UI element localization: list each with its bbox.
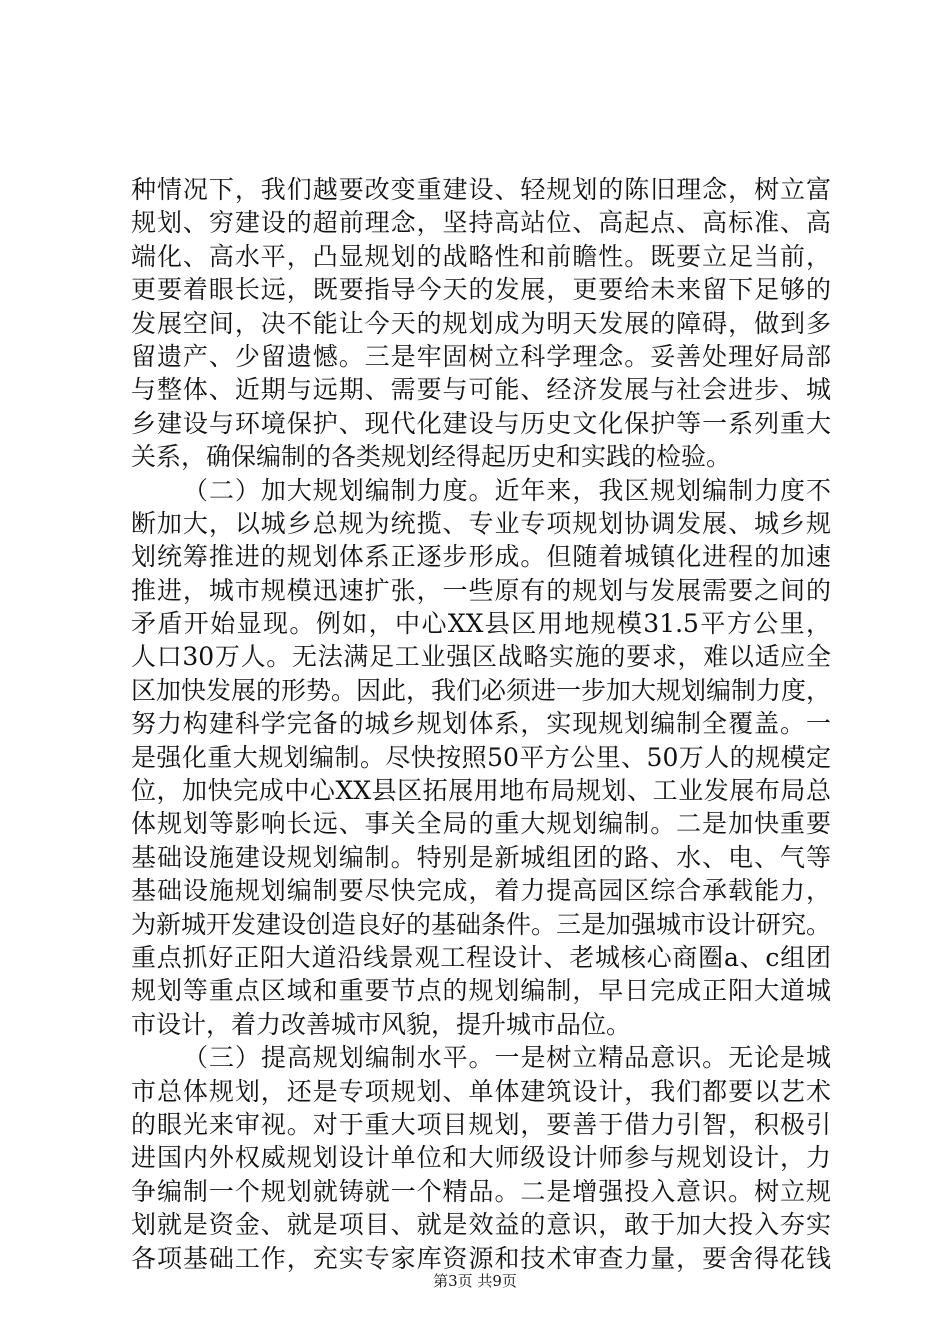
body-text [131,173,831,1275]
text-line: 乡建设与环境保护、现代化建设与历史文化保护等一系列重大 [131,408,831,438]
text-line: 是强化重大规划编制。尽快按照50平方公里、50万人的规模定 [131,742,831,772]
text-line: 争编制一个规划就铸就一个精品。二是增强投入意识。树立规 [131,1176,831,1206]
text-line: 位，加快完成中心XX县区拓展用地布局规划、工业发展布局总 [131,776,831,806]
text-line: 为新城开发建设创造良好的基础条件。三是加强城市设计研究。 [131,909,832,939]
text-line: 进国内外权威规划设计单位和大师级设计师参与规划设计，力 [131,1143,831,1173]
text-line: 划就是资金、就是项目、就是效益的意识，敢于加大投入夯实 [131,1210,831,1240]
text-line: 体规划等影响长远、事关全局的重大规划编制。二是加快重要 [131,809,831,839]
text-line: 区加快发展的形势。因此，我们必须进一步加大规划编制力度， [131,675,832,705]
text-line: 规划等重点区域和重要节点的规划编制，早日完成正阳大道城 [131,976,831,1006]
text-line: 矛盾开始显现。例如，中心XX县区用地规模31.5平方公里， [131,609,831,639]
text-line: 规划、穷建设的超前理念，坚持高站位、高起点、高标准、高 [131,208,831,238]
text-line: 基础设施规划编制要尽快完成，着力提高园区综合承载能力， [131,876,831,906]
text-line: 端化、高水平，凸显规划的战略性和前瞻性。既要立足当前， [131,241,831,271]
text-line: （二）加大规划编制力度。近年来，我区规划编制力度不 [183,475,831,505]
text-line: 更要着眼长远，既要指导今天的发展，更要给未来留下足够的 [131,275,831,305]
text-line: 留遗产、少留遗憾。三是牢固树立科学理念。妥善处理好局部 [131,341,831,371]
text-line: 努力构建科学完备的城乡规划体系，实现规划编制全覆盖。一 [131,709,831,739]
text-line: 发展空间，决不能让今天的规划成为明天发展的障碍，做到多 [131,308,831,338]
page-footer: 第3页 共9页 [433,1272,517,1290]
text-line: 种情况下，我们越要改变重建设、轻规划的陈旧理念，树立富 [131,175,831,204]
text-line: 市设计，着力改善城市风貌，提升城市品位。 [131,1009,632,1039]
text-line: 人口30万人。无法满足工业强区战略实施的要求，难以适应全 [131,642,831,672]
text-line: （三）提高规划编制水平。一是树立精品意识。无论是城 [183,1043,831,1073]
text-line: 的眼光来审视。对于重大项目规划，要善于借力引智，积极引 [131,1109,831,1139]
text-line: 重点抓好正阳大道沿线景观工程设计、老城核心商圈a、c组团 [131,942,831,972]
text-line: 与整体、近期与远期、需要与可能、经济发展与社会进步、城 [131,375,831,405]
text-line: 断加大，以城乡总规为统揽、专业专项规划协调发展、城乡规 [131,508,831,538]
text-line: 基础设施建设规划编制。特别是新城组团的路、水、电、气等 [131,842,831,872]
text-line: 关系，确保编制的各类规划经得起历史和实践的检验。 [131,442,732,472]
text-line: 划统筹推进的规划体系正逐步形成。但随着城镇化进程的加速 [131,542,831,572]
text-line: 市总体规划，还是专项规划、单体建筑设计，我们都要以艺术 [131,1076,831,1106]
text-line: 推进，城市规模迅速扩张，一些原有的规划与发展需要之间的 [131,575,831,605]
text-line: 各项基础工作，充实专家库资源和技术审查力量，要舍得花钱 [131,1243,831,1273]
